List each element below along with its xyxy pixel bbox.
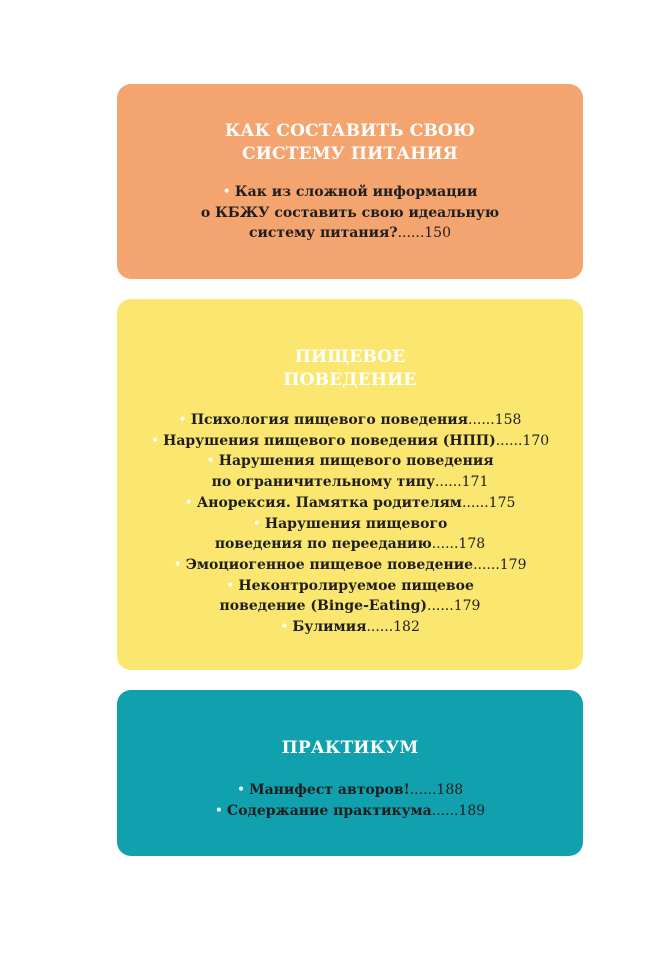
- toc-item-text: поведение (Binge-Eating): [219, 598, 427, 615]
- toc-item-text: Нарушения пищевого: [264, 515, 448, 532]
- toc-item-page: ......188: [409, 782, 464, 798]
- bullet-icon: •: [178, 412, 187, 428]
- toc-item-text: Манифест авторов!: [249, 782, 410, 798]
- toc-list: [117, 410, 583, 638]
- toc-item[interactable]: [117, 801, 583, 822]
- toc-item[interactable]: [117, 410, 583, 431]
- section-title-line: КАК СОСТАВИТЬ СВОЮ: [224, 121, 476, 141]
- section-title: [117, 84, 583, 166]
- bullet-icon: •: [280, 619, 289, 636]
- toc-item-page: ......182: [366, 619, 420, 636]
- toc-item[interactable]: [117, 555, 583, 576]
- toc-item[interactable]: [117, 576, 583, 617]
- toc-item-text: Неконтролируемое пищевое: [238, 577, 474, 594]
- toc-item-page: ......189: [431, 802, 486, 819]
- bullet-icon: •: [252, 515, 261, 532]
- toc-item-page: ......179: [473, 556, 527, 573]
- toc-item-text: по ограничительному типу: [211, 474, 435, 491]
- section-title-line: ПОВЕДЕНИЕ: [283, 370, 417, 390]
- section-title: [117, 690, 583, 760]
- toc-item[interactable]: [117, 514, 583, 555]
- toc-item-page: ......158: [468, 412, 522, 428]
- toc-item[interactable]: [117, 780, 583, 801]
- toc-item[interactable]: [117, 451, 583, 492]
- toc-item-text: систему питания?: [248, 225, 398, 242]
- bullet-icon: •: [184, 494, 193, 511]
- toc-item-page: ......175: [461, 494, 516, 511]
- toc-item-page: ......170: [495, 432, 550, 449]
- toc-item-text: Булимия: [292, 619, 367, 636]
- toc-item-text: Нарушения пищевого поведения (НПП): [163, 432, 496, 449]
- toc-item-page: ......179: [427, 598, 481, 615]
- toc-item-text: Нарушения пищевого поведения: [218, 453, 494, 470]
- bullet-icon: •: [173, 556, 182, 573]
- toc-item-page: ......150: [397, 225, 451, 242]
- toc-item-text: Как из сложной информации: [234, 184, 478, 200]
- bullet-icon: •: [150, 432, 160, 449]
- toc-item[interactable]: [117, 493, 583, 514]
- bullet-icon: •: [222, 184, 231, 200]
- section-title-line: ПРАКТИКУМ: [281, 738, 419, 758]
- toc-item-text: поведения по перееданию: [214, 536, 432, 553]
- toc-item[interactable]: [117, 431, 583, 452]
- toc-item-page: ......171: [434, 474, 489, 491]
- toc-list: [117, 182, 583, 244]
- section-workshop: [117, 690, 583, 856]
- toc-item[interactable]: [117, 617, 583, 638]
- toc-item-text: Содержание практикума: [227, 802, 432, 819]
- section-title: [117, 299, 583, 392]
- bullet-icon: •: [214, 802, 224, 819]
- toc-item-page: ......178: [431, 536, 486, 553]
- toc-item-text: Психология пищевого поведения: [190, 412, 468, 428]
- toc-item-text: Анорексия. Памятка родителям: [196, 494, 462, 511]
- toc-item[interactable]: [117, 182, 583, 244]
- section-title-line: СИСТЕМУ ПИТАНИЯ: [242, 144, 458, 164]
- section-title-line: ПИЩЕВОЕ: [294, 347, 406, 367]
- toc-list: [117, 780, 583, 821]
- bullet-icon: •: [206, 453, 215, 470]
- toc-item-text: Эмоциогенное пищевое поведение: [185, 556, 474, 573]
- toc-item-text: о КБЖУ составить свою идеальную: [200, 204, 500, 221]
- bullet-icon: •: [226, 577, 235, 594]
- bullet-icon: •: [236, 782, 246, 798]
- section-nutrition-system: [117, 84, 583, 279]
- section-eating-behavior: [117, 299, 583, 670]
